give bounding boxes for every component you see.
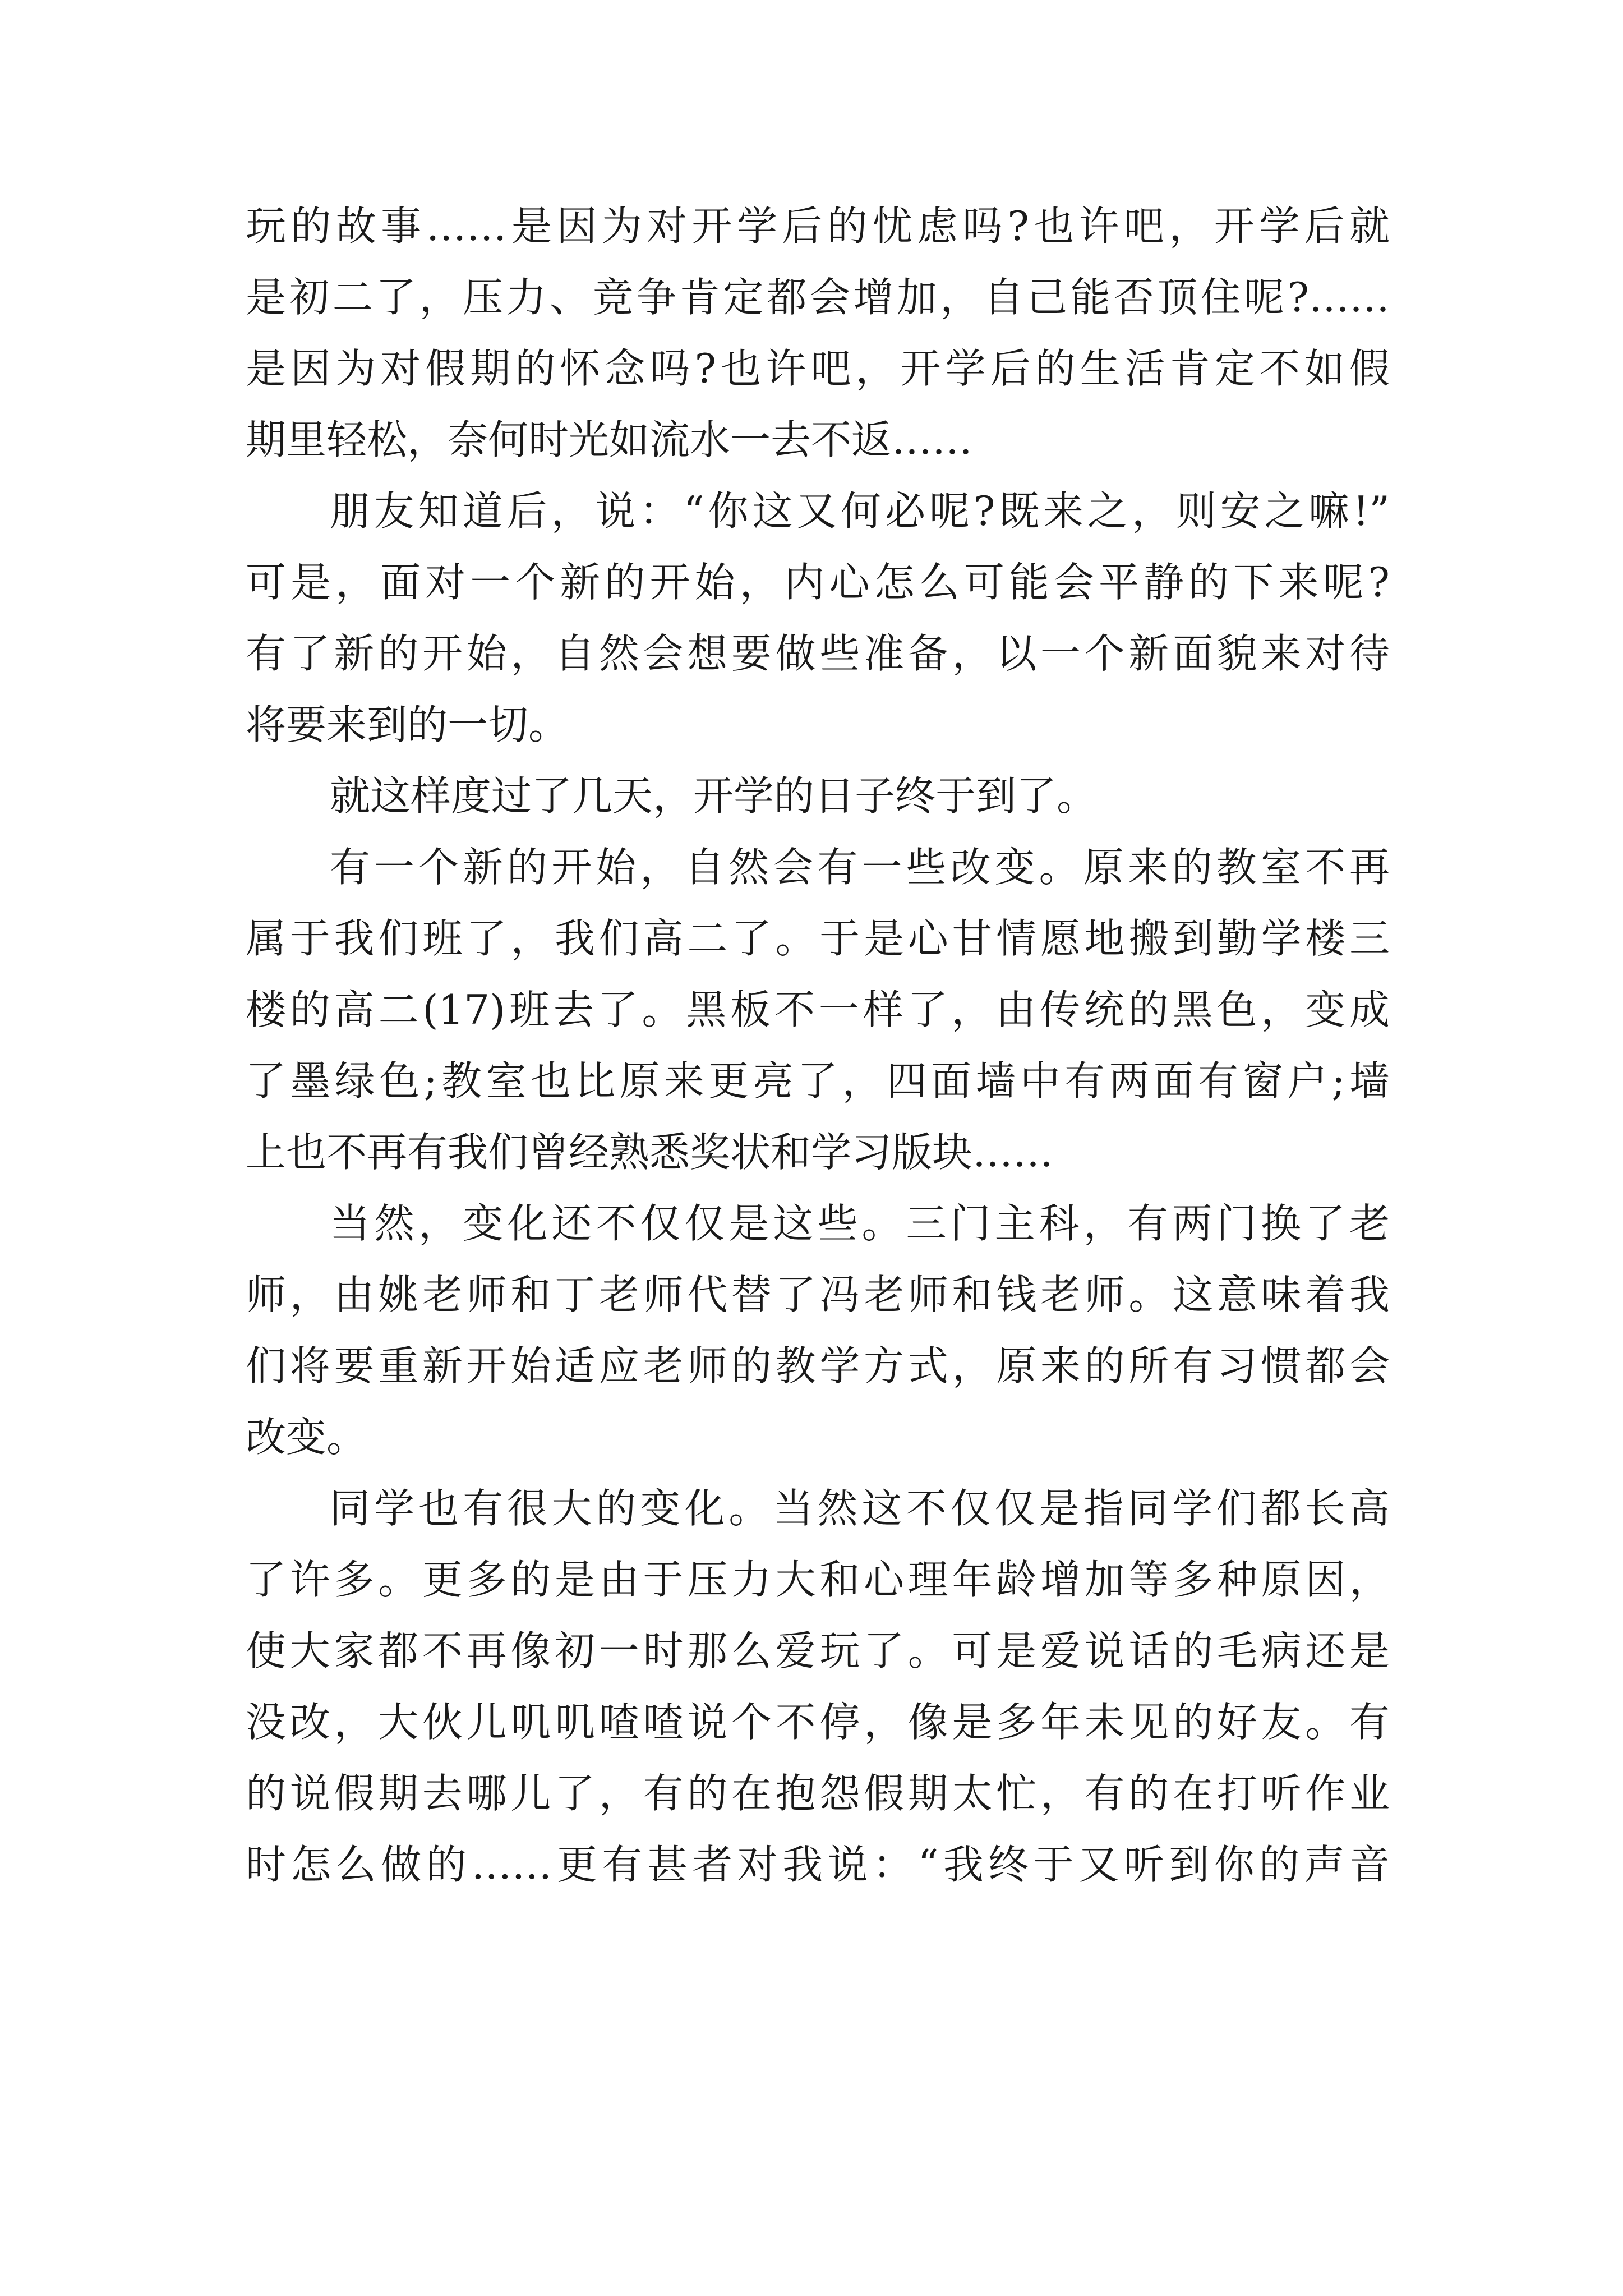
text-line-16: 师，由姚老师和丁老师代替了冯老师和钱老师。这意味着我 [246,1271,1390,1318]
text-line-4: 期里轻松，奈何时光如流水一去不返…… [246,416,973,463]
essay-body [246,191,1390,1901]
text-line-2: 是初二了，压力、竞争肯定都会增加，自己能否顶住呢?…… [246,274,1390,321]
text-line-6: 可是，面对一个新的开始，内心怎么可能会平静的下来呢? [246,559,1390,606]
text-line-20: 了许多。更多的是由于压力大和心理年龄增加等多种原因， [246,1556,1390,1603]
paragraph-start-line-19: 同学也有很大的变化。当然这不仅仅是指同学们都长高 [330,1485,1390,1532]
text-line-24: 时怎么做的……更有甚者对我说：“我终于又听到你的声音 [246,1841,1390,1888]
text-line-12: 楼的高二(17)班去了。黑板不一样了，由传统的黑色，变成 [246,986,1390,1033]
text-line-21: 使大家都不再像初一时那么爱玩了。可是爱说话的毛病还是 [246,1627,1390,1674]
text-line-14: 上也不再有我们曾经熟悉奖状和学习版块…… [246,1129,1054,1176]
text-line-3: 是因为对假期的怀念吗?也许吧，开学后的生活肯定不如假 [246,345,1390,392]
text-line-23: 的说假期去哪儿了，有的在抱怨假期太忙，有的在打听作业 [246,1770,1390,1817]
text-line-18: 改变。 [246,1414,367,1461]
text-line-8: 将要来到的一切。 [246,701,569,748]
paragraph-start-line-15: 当然，变化还不仅仅是这些。三门主科，有两门换了老 [330,1200,1390,1247]
paragraph-start-line-5: 朋友知道后，说：“你这又何必呢?既来之，则安之嘛!” [330,487,1390,535]
text-line-11: 属于我们班了，我们高二了。于是心甘情愿地搬到勤学楼三 [246,915,1390,962]
text-line-17: 们将要重新开始适应老师的教学方式，原来的所有习惯都会 [246,1342,1390,1389]
paragraph-start-line-9: 就这样度过了几天，开学的日子终于到了。 [330,772,1098,820]
text-line-1: 玩的故事……是因为对开学后的忧虑吗?也许吧，开学后就 [246,203,1390,250]
text-line-22: 没改，大伙儿叽叽喳喳说个不停，像是多年未见的好友。有 [246,1699,1390,1746]
text-line-13: 了墨绿色;教室也比原来更亮了，四面墙中有两面有窗户;墙 [246,1057,1390,1105]
paragraph-start-line-10: 有一个新的开始，自然会有一些改变。原来的教室不再 [330,844,1390,891]
text-line-7: 有了新的开始，自然会想要做些准备，以一个新面貌来对待 [246,630,1390,677]
